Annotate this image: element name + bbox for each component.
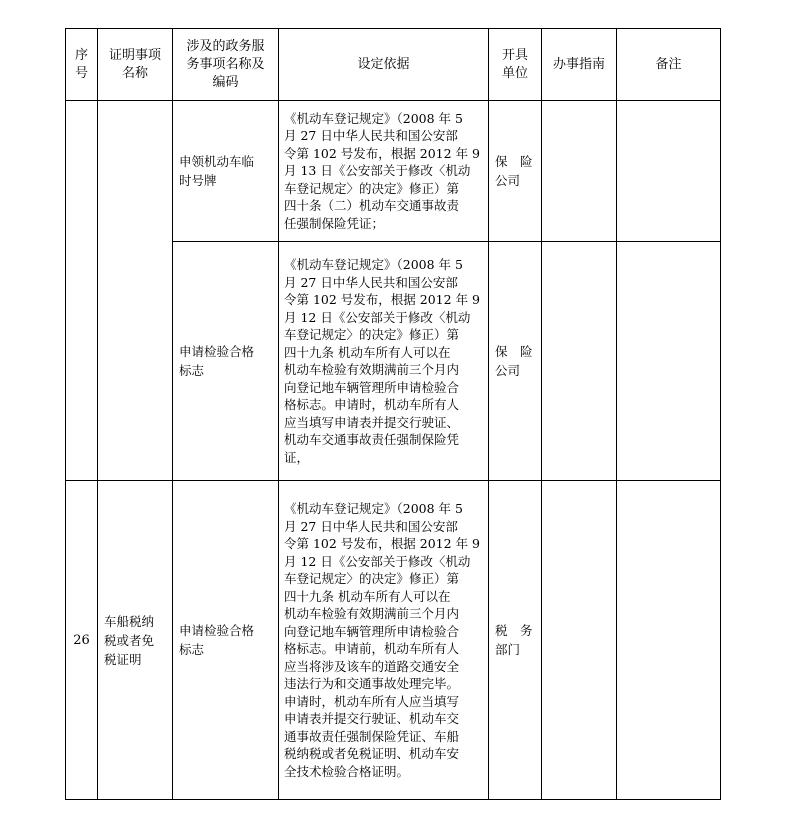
header-guide: 办事指南	[542, 29, 617, 101]
basis-cell: 《机动车登记规定》（2008 年 5 月 27 日中华人民共和国公安部 令第 102 号发布，根据 2012 年 9 月 12 日《公安部关于修改〈机动 车登记规定〉的决定》修正）第 四十九条 机动车所有人可以在 机动车检验有效期满前三个月内 向登记地车辆管理所申请检验合 格标志。申请时，机动车所有人 应当填写申请表并提交行驶证、 机动车交通事故责任强制保险凭 证，	[279, 242, 489, 481]
table-row	[66, 101, 721, 242]
seq-cell-empty	[66, 101, 98, 481]
guide-cell	[542, 481, 617, 800]
basis-cell: 《机动车登记规定》（2008 年 5 月 27 日中华人民共和国公安部 令第 102 号发布，根据 2012 年 9 月 13 日《公安部关于修改〈机动 车登记规定〉的决定》修正）第 四十条（二）机动车交通事故责 任强制保险凭证；	[279, 101, 489, 242]
header-row	[66, 29, 721, 101]
issuer-cell: 保 险 公司	[489, 101, 542, 242]
issuer-cell: 保 险 公司	[489, 242, 542, 481]
remark-cell	[617, 481, 721, 800]
guide-cell	[542, 242, 617, 481]
service-cell: 申请检验合格 标志	[173, 481, 279, 800]
certificate-table	[65, 28, 721, 800]
cert-name-cell: 车船税纳 税或者免 税证明	[98, 481, 173, 800]
issuer-cell: 税 务 部门	[489, 481, 542, 800]
guide-cell	[542, 101, 617, 242]
header-cert-name: 证明事项 名称	[98, 29, 173, 101]
header-seq: 序 号	[66, 29, 98, 101]
header-basis: 设定依据	[279, 29, 489, 101]
header-service: 涉及的政务服 务事项名称及 编码	[173, 29, 279, 101]
remark-cell	[617, 242, 721, 481]
service-cell: 申领机动车临 时号牌	[173, 101, 279, 242]
service-cell: 申请检验合格 标志	[173, 242, 279, 481]
header-issuer: 开具 单位	[489, 29, 542, 101]
header-remark: 备注	[617, 29, 721, 101]
seq-cell: 26	[66, 481, 98, 800]
basis-cell: 《机动车登记规定》（2008 年 5 月 27 日中华人民共和国公安部 令第 102 号发布，根据 2012 年 9 月 12 日《公安部关于修改〈机动 车登记规定〉的决定》修正）第 四十九条 机动车所有人可以在 机动车检验有效期满前三个月内 向登记地车辆管理所申请检验合 格标志。申请前，机动车所有人 应当将涉及该车的道路交通安全 违法行为和交通事故处理完毕。 申请时，机动车所有人应当填写 申请表并提交行驶证、机动车交 通事故责任强制保险凭证、车船 税纳税或者免税证明、机动车安 全技术检验合格证明。	[279, 481, 489, 800]
table-row	[66, 481, 721, 800]
cert-name-cell-empty	[98, 101, 173, 481]
remark-cell	[617, 101, 721, 242]
